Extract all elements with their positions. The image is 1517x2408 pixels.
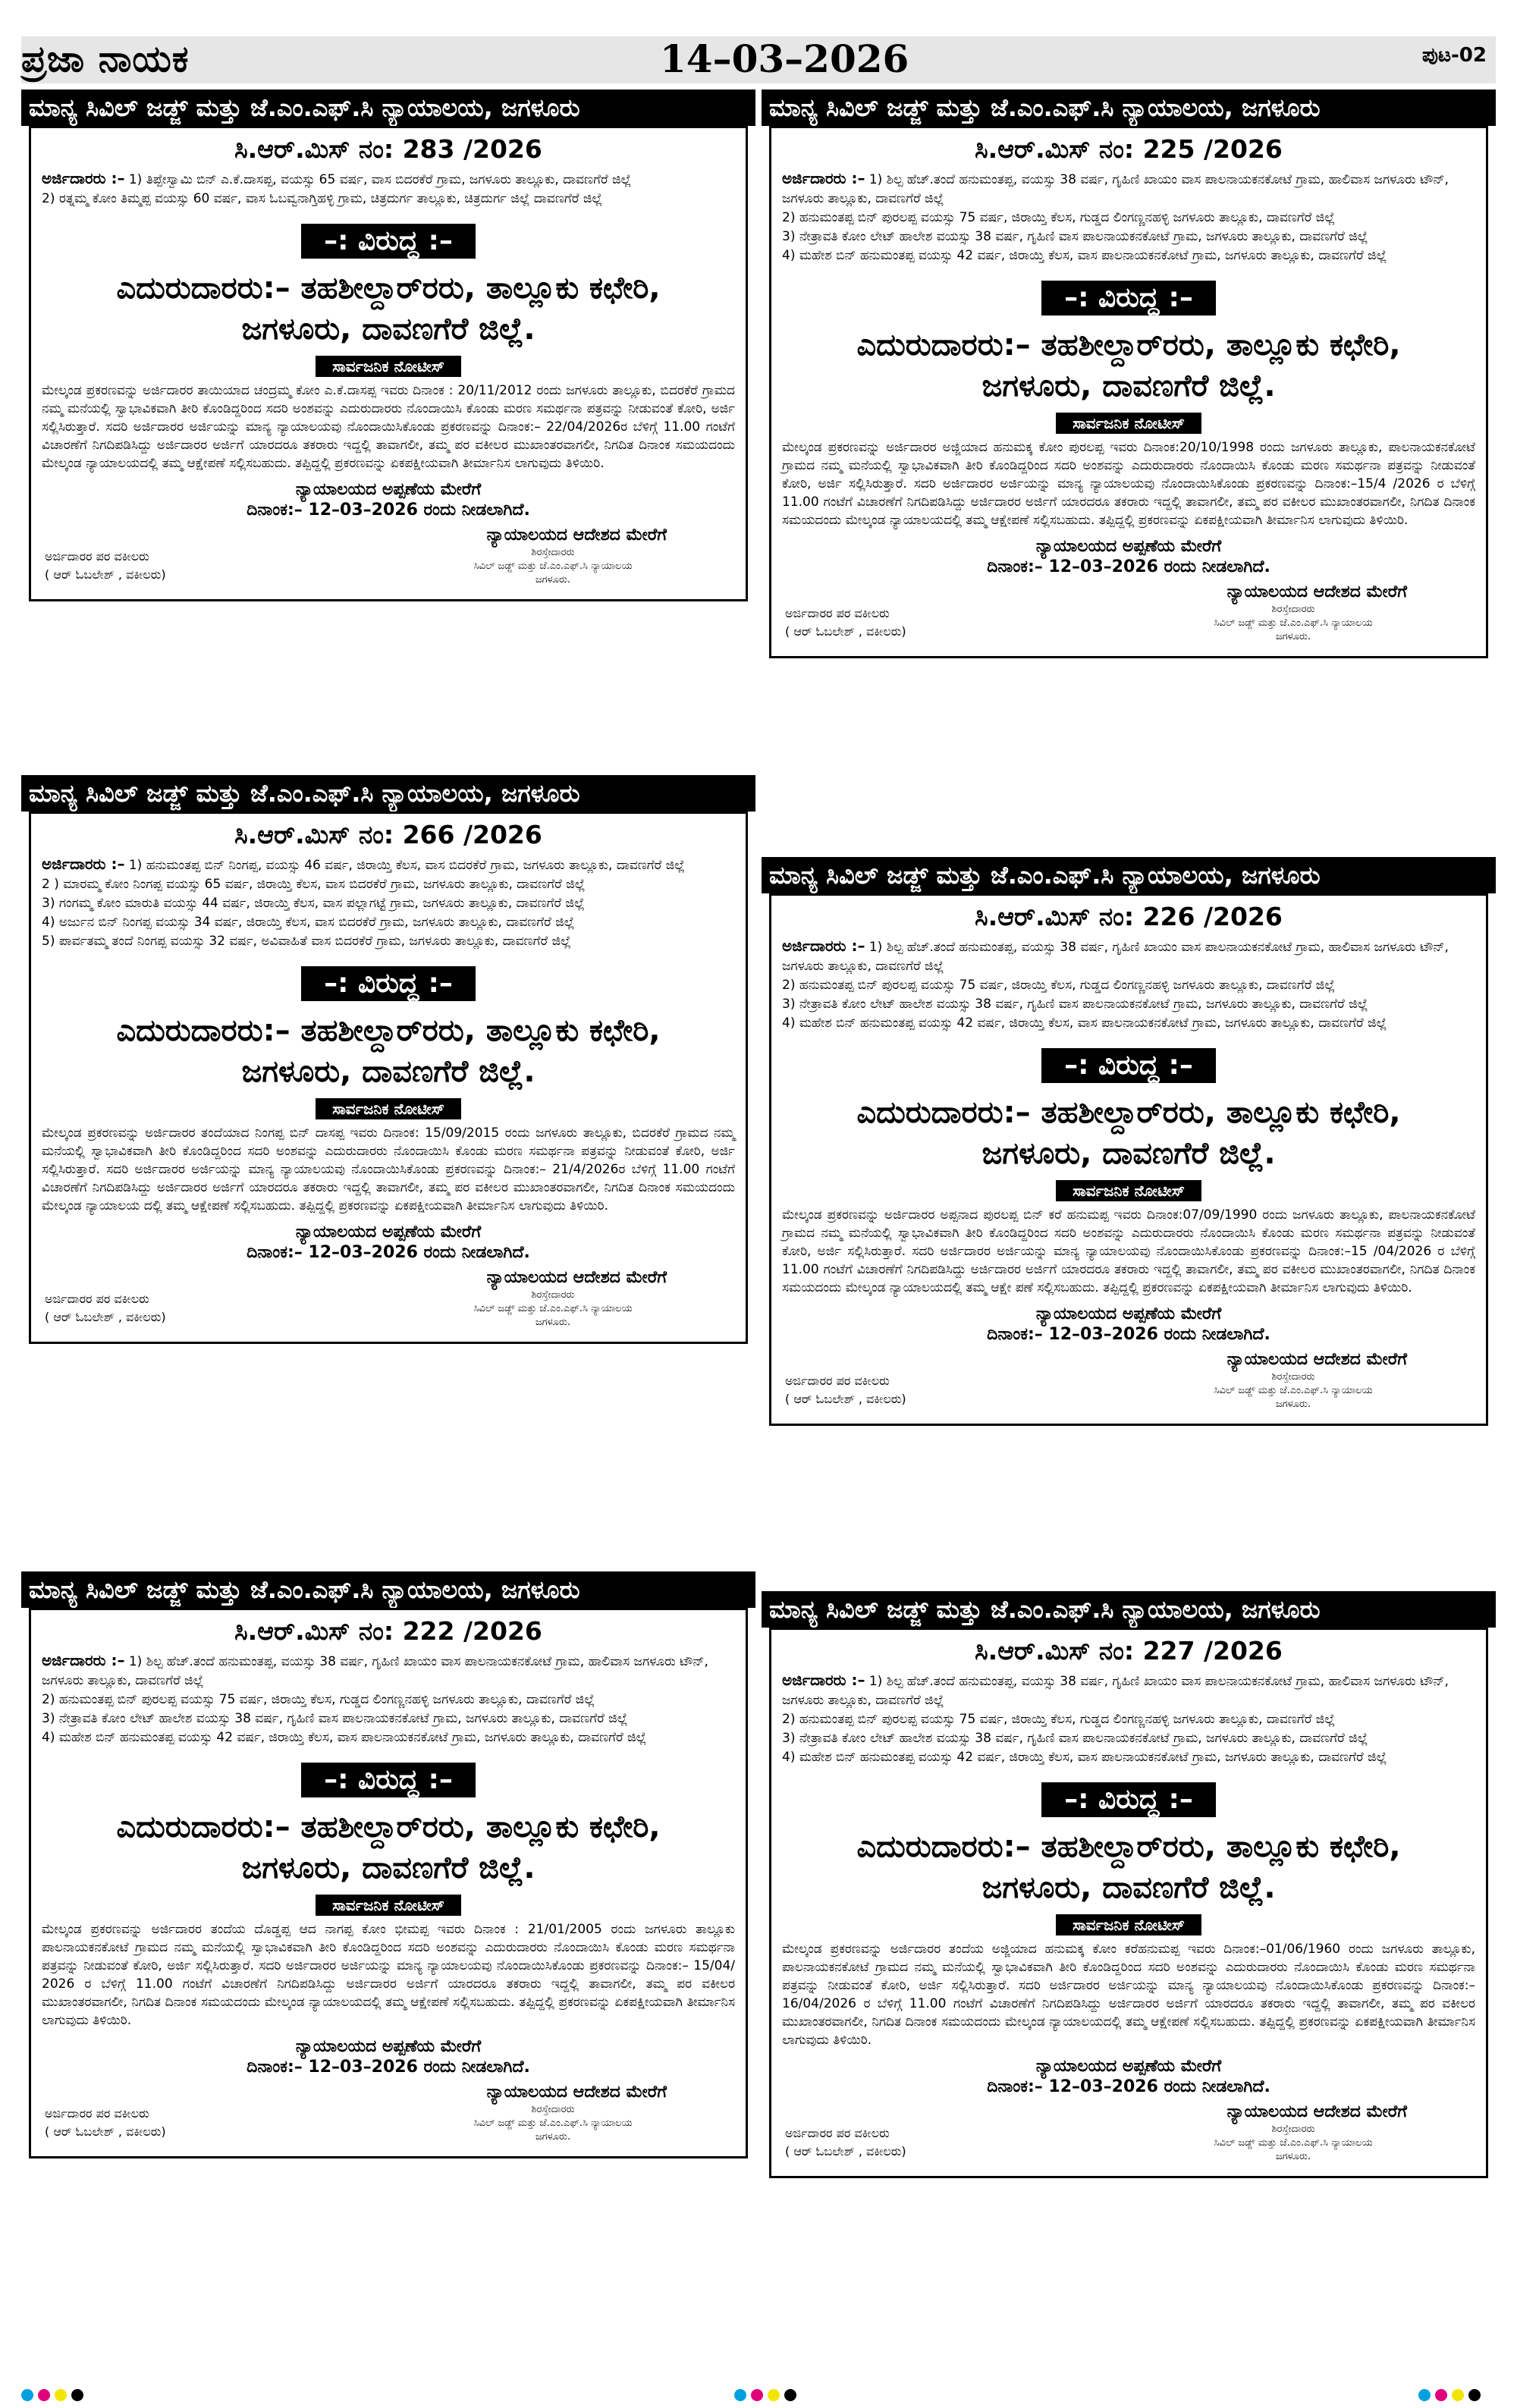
- advocate-label: ಅರ್ಜಿದಾರರ ಪರ ವಕೀಲರು: [785, 1374, 890, 1388]
- respondent-line: ಎದುರುದಾರರು:– ತಹಶೀಲ್ದಾರ್‌ರರು, ತಾಲ್ಲೂಕು ಕಛೇರಿ,: [856, 328, 1401, 363]
- notice-body: ಮೇಲ್ಕಂಡ ಪ್ರಕರಣವನ್ನು ಅರ್ಜಿದಾರರ ಅಜ್ಜಿಯಾದ ಹನುಮಕ್ಕ ಕೋಂ ಪುರಲಪ್ಪ ಇವರು ದಿನಾಂಕ:20/10/1998 ರಂದು ಜಗಳೂರು ತಾಲ್ಲೂಕು, ಪಾಲನಾಯಕನಕೋಟೆ ಗ್ರಾಮದ ನಮ್ಮ ಮನೆಯಲ್ಲಿ ಸ್ವಾಭಾವಿಕವಾಗಿ ತೀರಿ ಕೊಂಡಿದ್ದರಿಂದ ಸದರಿ ಅಂಶವನ್ನು ಎದುರುದಾರರು ನೊಂದಾಯಿಸಿ ಕೊಂಡು ಮರಣ ಸಮರ್ಥನಾ ಪತ್ರವನ್ನು ನೀಡುವಂತೆ ಕೋರಿ, ಅರ್ಜಿ ಸಲ್ಲಿಸಿರುತ್ತಾರೆ. ಸದರಿ ಅರ್ಜಿದಾರರ ಅರ್ಜಿಯನ್ನು ಮಾನ್ಯ ನ್ಯಾಯಾಲಯವು ನೊಂದಾಯಿಸಿಕೊಂಡು ಪ್ರಕರಣವನ್ನು ದಿನಾಂಕ:–15/4 /2026 ರ ಬೆಳಿಗ್ಗೆ 11.00 ಗಂಟೆಗೆ ವಿಚಾರಣೆಗೆ ನಿಗದಿಪಡಿಸಿದ್ದು ಅರ್ಜಿದಾರರ ಅರ್ಜಿಗೆ ಯಾರದರೂ ತಕರಾರು ಇದ್ದಲ್ಲಿ ತಾವಾಗಲೀ, ತಮ್ಮ ಪರ ವಕೀಲರ ಮುಖಾಂತರವಾಗಲೀ, ನಿಗದಿತ ದಿನಾಂಕ ಸಮಯದಂದು ಮೇಲ್ಕಂಡ ನ್ಯಾಯಾಲಯದಲ್ಲಿ ತಮ್ಮ ಆಕ್ಷೇಪಣೆ ಸಲ್ಲಿಸಬಹುದು. ತಪ್ಪಿದ್ದಲ್ಲಿ ಪ್ರಕರಣವನ್ನು ಏಕಪಕ್ಷೀಯವಾಗಿ ತೀರ್ಮಾನಿಸ ಲಾಗುವುದು ತಿಳಿಯಿರಿ.: [782, 440, 1475, 528]
- registration-dot: [784, 2389, 796, 2401]
- clerk-court: ಸಿವಿಲ್ ಜಡ್ಜ್ ಮತ್ತು ಜೆ.ಎಂ.ಎಫ್.ಸಿ ನ್ಯಾಯಾಲಯ: [473, 2118, 633, 2129]
- clerk-title: ಶಿರಸ್ತೇದಾರರು: [1271, 1371, 1315, 1383]
- respondent-block: [42, 1807, 735, 1888]
- signature-area: [782, 603, 1475, 648]
- clerk-title: ಶಿರಸ್ತೇದಾರರು: [531, 1289, 575, 1301]
- signature-area: [782, 1370, 1475, 1416]
- clerk-court: ಸಿವಿಲ್ ಜಡ್ಜ್ ಮತ್ತು ಜೆ.ಎಂ.ಎಫ್.ಸಿ ನ್ಯಾಯಾಲಯ: [1214, 1385, 1373, 1396]
- versus-label: –: ವಿರುದ್ಧ :–: [1041, 1048, 1216, 1083]
- respondent-line: ಜಗಳೂರು, ದಾವಣಗೆರೆ ಜಿಲ್ಲೆ.: [981, 1136, 1276, 1171]
- clerk-title: ಶಿರಸ್ತೇದಾರರು: [531, 547, 575, 558]
- versus-label: –: ವಿರುದ್ಧ :–: [301, 1763, 476, 1797]
- advocate-label: ಅರ್ಜಿದಾರರ ಪರ ವಕೀಲರು: [45, 549, 149, 564]
- notice-body: ಮೇಲ್ಕಂಡ ಪ್ರಕರಣವನ್ನು ಅರ್ಜಿದಾರರ ಅಪ್ಪನಾದ ಪುರಲಪ್ಪ ಬಿನ್ ಕರೆ ಹನುಮಪ್ಪ ಇವರು ದಿನಾಂಕ:07/09/1990 ರಂದು ಜಗಳೂರು ತಾಲ್ಲೂಕು, ಪಾಲನಾಯಕನಕೋಟೆ ಗ್ರಾಮದ ನಮ್ಮ ಮನೆಯಲ್ಲಿ ಸ್ವಾಭಾವಿಕವಾಗಿ ತೀರಿ ಕೊಂಡಿದ್ದರಿಂದ ಸದರಿ ಅಂಶವನ್ನು ಎದುರುದಾರರು ನೊಂದಾಯಿಸಿ ಕೊಂಡು ಮರಣ ಸಮರ್ಥನಾ ಪತ್ರವನ್ನು ನೀಡುವಂತೆ ಕೋರಿ, ಅರ್ಜಿ ಸಲ್ಲಿಸಿರುತ್ತಾರೆ. ಸದರಿ ಅರ್ಜಿದಾರರ ಅರ್ಜಿಯನ್ನು ಮಾನ್ಯ ನ್ಯಾಯಾಲಯವು ನೊಂದಾಯಿಸಿಕೊಂಡು ಪ್ರಕರಣವನ್ನು ದಿನಾಂಕ:–15 /04/2026 ರ ಬೆಳಿಗ್ಗೆ 11.00 ಗಂಟೆಗೆ ವಿಚಾರಣೆಗೆ ನಿಗದಿಪಡಿಸಿದ್ದು ಅರ್ಜಿದಾರರ ಅರ್ಜಿಗೆ ಯಾರದರೂ ತಕರಾರು ಇದ್ದಲ್ಲಿ ತಾವಾಗಲೀ, ತಮ್ಮ ಪರ ವಕೀಲರ ಮುಖಾಂತರವಾಗಲೀ, ನಿಗದಿತ ದಿನಾಂಕ ಸಮಯದಂದು ಮೇಲ್ಕಂಡ ನ್ಯಾಯಾಲಯದಲ್ಲಿ ತಮ್ಮ ಆಕ್ಷೇ ಪಣೆ ಸಲ್ಲಿಸಬಹುದು. ತಪ್ಪಿದ್ದಲ್ಲಿ ಪ್ರಕರಣವನ್ನು ಏಕಪಕ್ಷೀಯವಾಗಿ ತೀರ್ಮಾನಿಸ ಲಾಗುವುದು ತಿಳಿಯಿರಿ.: [782, 1207, 1475, 1295]
- court-notice: [21, 89, 755, 601]
- signature-heading: ನ್ಯಾಯಾಲಯದ ಆದೇಶದ ಮೇರೆಗೆ: [486, 1268, 667, 1287]
- advocate-block: [785, 2124, 906, 2161]
- clerk-title: ಶಿರಸ್ತೇದಾರರು: [1271, 2124, 1315, 2135]
- signature-area: [42, 2103, 735, 2149]
- clerk-place: ಜಗಳೂರು.: [535, 1317, 571, 1328]
- applicants-block: [42, 169, 735, 209]
- court-notice: [762, 89, 1496, 658]
- registration-dot: [71, 2389, 83, 2401]
- clerk-place: ಜಗಳೂರು.: [1275, 631, 1311, 642]
- versus-label: –: ವಿರುದ್ಧ :–: [1041, 1782, 1216, 1817]
- advocate-block: [45, 1290, 166, 1326]
- court-name-bar: ಮಾನ್ಯ ಸಿವಿಲ್ ಜಡ್ಜ್ ಮತ್ತು ಜೆ.ಎಂ.ಎಫ್.ಸಿ ನ್ಯಾಯಾಲಯ, ಜಗಳೂರು: [21, 1571, 755, 1608]
- signature-heading: ನ್ಯಾಯಾಲಯದ ಆದೇಶದ ಮೇರೆಗೆ: [1226, 1350, 1407, 1369]
- versus-label: –: ವಿರುದ್ಧ :–: [1041, 281, 1216, 316]
- case-number: ಸಿ.ಆರ್.ಮಿಸ್ ನಂ: 226 /2026: [975, 902, 1283, 931]
- court-notice: [762, 1591, 1496, 2178]
- applicants-list: 1) ಶಿಲ್ಪ ಹೆಚ್.ತಂದೆ ಹನುಮಂತಪ್ಪ, ವಯಸ್ಸು 38 ವರ್ಷ, ಗೃಹಿಣಿ ಖಾಯಂ ವಾಸ ಪಾಲನಾಯಕನಕೋಟೆ ಗ್ರಾಮ, ಹಾಲಿವಾಸ ಜಗಳೂರು ಟೌನ್, ಜಗಳೂರು ತಾಲ್ಲೂಕು, ದಾವಣಗೆರೆ ಜಿಲ್ಲೆ 2) ಹನುಮಂತಪ್ಪ ಬಿನ್ ಪುರಲಪ್ಪ ವಯಸ್ಸು 75 ವರ್ಷ, ಜಿರಾಯ್ತಿ ಕೆಲಸ, ಗುಡ್ಡದ ಲಿಂಗಣ್ಣನಹಳ್ಳಿ ಜಗಳೂರು ತಾಲ್ಲೂಕು, ದಾವಣಗೆರೆ ಜಿಲ್ಲೆ 3) ನೇತ್ರಾವತಿ ಕೋಂ ಲೇಟ್ ಹಾಲೇಶ ವಯಸ್ಸು 38 ವರ್ಷ, ಗೃಹಿಣಿ ವಾಸ ಪಾಲನಾಯಕನಕೋಟೆ ಗ್ರಾಮ, ಜಗಳೂರು ತಾಲ್ಲೂಕು, ದಾವಣಗೆರೆ ಜಿಲ್ಲೆ 4) ಮಹೇಶ ಬಿನ್ ಹನುಮಂತಪ್ಪ ವಯಸ್ಸು 42 ವರ್ಷ, ಜಿರಾಯ್ತಿ ಕೆಲಸ, ವಾಸ ಪಾಲನಾಯಕನಕೋಟೆ ಗ್ರಾಮ, ಜಗಳೂರು ತಾಲ್ಲೂಕು, ದಾವಣಗೆರೆ ಜಿಲ್ಲೆ: [782, 940, 1449, 1031]
- public-notice-label: ಸಾರ್ವಜನಿಕ ನೋಟೀಸ್: [1056, 1914, 1201, 1936]
- notice-body: ಮೇಲ್ಕಂಡ ಪ್ರಕರಣವನ್ನು ಅರ್ಜಿದಾರರ ತಾಯಿಯಾದ ಚಂದ್ರಮ್ಮ ಕೋಂ ಎ.ಕೆ.ದಾಸಪ್ಪ ಇವರು ದಿನಾಂಕ : 20/11/2012 ರಂದು ಜಗಳೂರು ತಾಲ್ಲೂಕು, ಬಿದರಕೆರೆ ಗ್ರಾಮದ ನಮ್ಮ ಮನೆಯಲ್ಲಿ ಸ್ವಾಭಾವಿಕವಾಗಿ ತೀರಿ ಕೊಂಡಿದ್ದರಿಂದ ಸದರಿ ಅಂಶವನ್ನು ಎದುರುದಾರರು ನೊಂದಾಯಿಸಿ ಕೊಂಡು ಮರಣ ಸಮರ್ಥನಾ ಪತ್ರವನ್ನು ನೀಡುವಂತೆ ಕೋರಿ, ಅರ್ಜಿ ಸಲ್ಲಿಸಿರುತ್ತಾರೆ. ಸದರಿ ಅರ್ಜಿದಾರರ ಅರ್ಜಿಯನ್ನು ಮಾನ್ಯ ನ್ಯಾಯಾಲಯವು ನೊಂದಾಯಿಸಿಕೊಂಡು ಪ್ರಕರಣವನ್ನು ದಿನಾಂಕ:– 22/04/2026ರ ಬೆಳಿಗ್ಗೆ 11.00 ಗಂಟೆಗೆ ವಿಚಾರಣೆಗೆ ನಿಗದಿಪಡಿಸಿದ್ದು ಅರ್ಜಿದಾರರ ಅರ್ಜಿಗೆ ಯಾರದರೂ ತಕರಾರು ಇದ್ದಲ್ಲಿ ತಾವಾಗಲೀ, ತಮ್ಮ ಪರ ವಕೀಲರ ಮುಖಾಂತರವಾಗಲೀ, ನಿಗದಿತ ದಿನಾಂಕ ಸಮಯದಂದು ಮೇಲ್ಕಂಡ ನ್ಯಾಯಾಲಯದಲ್ಲಿ ತಮ್ಮ ಆಕ್ಷೇಪಣೆ ಸಲ್ಲಿಸಬಹುದು. ತಪ್ಪಿದ್ದಲ್ಲಿ ಪ್ರಕರಣವನ್ನು ಏಕಪಕ್ಷೀಯವಾಗಿ ತೀರ್ಮಾನಿಸ ಲಾಗುವುದು ತಿಳಿಯಿರಿ.: [42, 383, 735, 471]
- clerk-block: [1179, 1370, 1407, 1411]
- court-order-line: ನ್ಯಾಯಾಲಯದ ಅಪ್ಪಣೆಯ ಮೇರೆಗೆ: [1035, 537, 1222, 556]
- advocate-block: [785, 604, 906, 641]
- case-number: ಸಿ.ಆರ್.ಮಿಸ್ ನಂ: 227 /2026: [975, 1636, 1283, 1666]
- issue-date-line: ದಿನಾಂಕ:– 12–03–2026 ರಂದು ನೀಡಲಾಗಿದೆ.: [247, 501, 530, 520]
- court-order-line: ನ್ಯಾಯಾಲಯದ ಅಪ್ಪಣೆಯ ಮೇರೆಗೆ: [1035, 1304, 1222, 1323]
- court-notice: [21, 775, 755, 1344]
- registration-dot: [1418, 2389, 1431, 2401]
- respondent-block: [782, 1826, 1475, 1908]
- print-registration-dots-center: [734, 2389, 801, 2403]
- advocate-name: ( ಆರ್ ಓಬಲೇಶ್ , ವಕೀಲರು): [45, 1310, 166, 1324]
- registration-dot: [751, 2389, 763, 2401]
- public-notice-label: ಸಾರ್ವಜನಿಕ ನೋಟೀಸ್: [1056, 413, 1201, 434]
- court-name-bar: ಮಾನ್ಯ ಸಿವಿಲ್ ಜಡ್ಜ್ ಮತ್ತು ಜೆ.ಎಂ.ಎಫ್.ಸಿ ನ್ಯಾಯಾಲಯ, ಜಗಳೂರು: [21, 89, 755, 126]
- clerk-place: ಜಗಳೂರು.: [1275, 2151, 1311, 2162]
- applicants-block: [42, 1651, 735, 1747]
- applicants-label: ಅರ್ಜಿದಾರರು :–: [42, 1651, 125, 1669]
- applicants-list: 1) ಶಿಲ್ಪ ಹೆಚ್.ತಂದೆ ಹನುಮಂತಪ್ಪ, ವಯಸ್ಸು 38 ವರ್ಷ, ಗೃಹಿಣಿ ಖಾಯಂ ವಾಸ ಪಾಲನಾಯಕನಕೋಟೆ ಗ್ರಾಮ, ಹಾಲಿವಾಸ ಜಗಳೂರು ಟೌನ್, ಜಗಳೂರು ತಾಲ್ಲೂಕು, ದಾವಣಗೆರೆ ಜಿಲ್ಲೆ 2) ಹನುಮಂತಪ್ಪ ಬಿನ್ ಪುರಲಪ್ಪ ವಯಸ್ಸು 75 ವರ್ಷ, ಜಿರಾಯ್ತಿ ಕೆಲಸ, ಗುಡ್ಡದ ಲಿಂಗಣ್ಣನಹಳ್ಳಿ ಜಗಳೂರು ತಾಲ್ಲೂಕು, ದಾವಣಗೆರೆ ಜಿಲ್ಲೆ 3) ನೇತ್ರಾವತಿ ಕೋಂ ಲೇಟ್ ಹಾಲೇಶ ವಯಸ್ಸು 38 ವರ್ಷ, ಗೃಹಿಣಿ ವಾಸ ಪಾಲನಾಯಕನಕೋಟೆ ಗ್ರಾಮ, ಜಗಳೂರು ತಾಲ್ಲೂಕು, ದಾವಣಗೆರೆ ಜಿಲ್ಲೆ 4) ಮಹೇಶ ಬಿನ್ ಹನುಮಂತಪ್ಪ ವಯಸ್ಸು 42 ವರ್ಷ, ಜಿರಾಯ್ತಿ ಕೆಲಸ, ವಾಸ ಪಾಲನಾಯಕನಕೋಟೆ ಗ್ರಾಮ, ಜಗಳೂರು ತಾಲ್ಲೂಕು, ದಾವಣಗೆರೆ ಜಿಲ್ಲೆ: [42, 1654, 708, 1745]
- advocate-name: ( ಆರ್ ಓಬಲೇಶ್ , ವಕೀಲರು): [45, 2124, 166, 2139]
- clerk-block: [439, 1289, 667, 1330]
- respondent-line: ಜಗಳೂರು, ದಾವಣಗೆರೆ ಜಿಲ್ಲೆ.: [981, 369, 1276, 403]
- notice-body: ಮೇಲ್ಕಂಡ ಪ್ರಕರಣವನ್ನು ಅರ್ಜಿದಾರರ ತಂದೆಯ ಅಜ್ಜಿಯಾದ ಹನುಮಕ್ಕ ಕೋಂ ಕರೆಹನುಮಪ್ಪ ಇವರು ದಿನಾಂಕ:–01/06/1960 ರಂದು ಜಗಳೂರು ತಾಲ್ಲೂಕು, ಪಾಲನಾಯಕನಕೋಟೆ ಗ್ರಾಮದ ನಮ್ಮ ಮನೆಯಲ್ಲಿ ಸ್ವಾಭಾವಿಕವಾಗಿ ತೀರಿ ಕೊಂಡಿದ್ದರಿಂದ ಸದರಿ ಅಂಶವನ್ನು ಎದುರುದಾರರು ನೊಂದಾಯಿಸಿ ಕೊಂಡು ಮರಣ ಸಮರ್ಥನಾ ಪತ್ರವನ್ನು ನೀಡುವಂತೆ ಕೋರಿ, ಅರ್ಜಿ ಸಲ್ಲಿಸಿರುತ್ತಾರೆ. ಸದರಿ ಅರ್ಜಿದಾರರ ಅರ್ಜಿಯನ್ನು ಮಾನ್ಯ ನ್ಯಾಯಾಲಯವು ನೊಂದಾಯಿಸಿಕೊಂಡು ಪ್ರಕರಣವನ್ನು ದಿನಾಂಕ:– 16/04/2026 ರ ಬೆಳಿಗ್ಗೆ 11.00 ಗಂಟೆಗೆ ವಿಚಾರಣೆಗೆ ನಿಗದಿಪಡಿಸಿದ್ದು ಅರ್ಜಿದಾರರ ಅರ್ಜಿಗೆ ಯಾರದರೂ ತಕರಾರು ಇದ್ದಲ್ಲಿ ತಾವಾಗಲೀ, ತಮ್ಮ ಪರ ವಕೀಲರ ಮುಖಾಂತರವಾಗಲೀ, ನಿಗದಿತ ದಿನಾಂಕ ಸಮಯದಂದು ಮೇಲ್ಕಂಡ ನ್ಯಾಯಾಲಯದಲ್ಲಿ ತಮ್ಮ ಆಕ್ಷೇಪಣೆ ಸಲ್ಲಿಸಬಹುದು. ತಪ್ಪಿದ್ದಲ್ಲಿ ಪ್ರಕರಣವನ್ನು ಏಕಪಕ್ಷೀಯವಾಗಿ ತೀರ್ಮಾನಿಸ ಲಾಗುವುದು ತಿಳಿಯಿರಿ.: [782, 1942, 1475, 2048]
- versus-label: –: ವಿರುದ್ಧ :–: [301, 224, 476, 259]
- advocate-label: ಅರ್ಜಿದಾರರ ಪರ ವಕೀಲರು: [785, 606, 890, 620]
- clerk-place: ಜಗಳೂರು.: [535, 2131, 571, 2143]
- registration-dot: [55, 2389, 67, 2401]
- notice-box: [29, 126, 748, 601]
- issue-date-line: ದಿನಾಂಕ:– 12–03–2026 ರಂದು ನೀಡಲಾಗಿದೆ.: [987, 557, 1270, 576]
- court-name-bar: ಮಾನ್ಯ ಸಿವಿಲ್ ಜಡ್ಜ್ ಮತ್ತು ಜೆ.ಎಂ.ಎಫ್.ಸಿ ನ್ಯಾಯಾಲಯ, ಜಗಳೂರು: [762, 857, 1496, 893]
- signature-heading: ನ್ಯಾಯಾಲಯದ ಆದೇಶದ ಮೇರೆಗೆ: [486, 526, 667, 545]
- clerk-block: [1179, 603, 1407, 644]
- public-notice-label: ಸಾರ್ವಜನಿಕ ನೋಟೀಸ್: [316, 1895, 461, 1916]
- respondent-line: ಜಗಳೂರು, ದಾವಣಗೆರೆ ಜಿಲ್ಲೆ.: [981, 1870, 1276, 1905]
- court-notice: [21, 1571, 755, 2158]
- page-number: ಪುಟ-02: [1421, 44, 1487, 67]
- applicants-label: ಅರ್ಜಿದಾರರು :–: [782, 937, 865, 955]
- court-notice: [762, 857, 1496, 1426]
- registration-dot: [734, 2389, 746, 2401]
- applicants-label: ಅರ್ಜಿದಾರರು :–: [782, 169, 865, 187]
- respondent-block: [782, 1092, 1475, 1174]
- clerk-court: ಸಿವಿಲ್ ಜಡ್ಜ್ ಮತ್ತು ಜೆ.ಎಂ.ಎಫ್.ಸಿ ನ್ಯಾಯಾಲಯ: [1214, 617, 1373, 629]
- advocate-name: ( ಆರ್ ಓಬಲೇಶ್ , ವಕೀಲರು): [785, 1392, 906, 1406]
- public-notice-label: ಸಾರ್ವಜನಿಕ ನೋಟೀಸ್: [316, 356, 461, 377]
- signature-heading: ನ್ಯಾಯಾಲಯದ ಆದೇಶದ ಮೇರೆಗೆ: [486, 2083, 667, 2102]
- court-order-line: ನ್ಯಾಯಾಲಯದ ಅಪ್ಪಣೆಯ ಮೇರೆಗೆ: [1035, 2057, 1222, 2076]
- applicants-block: [782, 169, 1475, 265]
- registration-dot: [768, 2389, 780, 2401]
- case-number: ಸಿ.ಆರ್.ಮಿಸ್ ನಂ: 283 /2026: [234, 134, 542, 164]
- applicants-list: 1) ಶಿಲ್ಪ ಹೆಚ್.ತಂದೆ ಹನುಮಂತಪ್ಪ, ವಯಸ್ಸು 38 ವರ್ಷ, ಗೃಹಿಣಿ ಖಾಯಂ ವಾಸ ಪಾಲನಾಯಕನಕೋಟೆ ಗ್ರಾಮ, ಹಾಲಿವಾಸ ಜಗಳೂರು ಟೌನ್, ಜಗಳೂರು ತಾಲ್ಲೂಕು, ದಾವಣಗೆರೆ ಜಿಲ್ಲೆ 2) ಹನುಮಂತಪ್ಪ ಬಿನ್ ಪುರಲಪ್ಪ ವಯಸ್ಸು 75 ವರ್ಷ, ಜಿರಾಯ್ತಿ ಕೆಲಸ, ಗುಡ್ಡದ ಲಿಂಗಣ್ಣನಹಳ್ಳಿ ಜಗಳೂರು ತಾಲ್ಲೂಕು, ದಾವಣಗೆರೆ ಜಿಲ್ಲೆ 3) ನೇತ್ರಾವತಿ ಕೋಂ ಲೇಟ್ ಹಾಲೇಶ ವಯಸ್ಸು 38 ವರ್ಷ, ಗೃಹಿಣಿ ವಾಸ ಪಾಲನಾಯಕನಕೋಟೆ ಗ್ರಾಮ, ಜಗಳೂರು ತಾಲ್ಲೂಕು, ದಾವಣಗೆರೆ ಜಿಲ್ಲೆ 4) ಮಹೇಶ ಬಿನ್ ಹನುಮಂತಪ್ಪ ವಯಸ್ಸು 42 ವರ್ಷ, ಜಿರಾಯ್ತಿ ಕೆಲಸ, ವಾಸ ಪಾಲನಾಯಕನಕೋಟೆ ಗ್ರಾಮ, ಜಗಳೂರು ತಾಲ್ಲೂಕು, ದಾವಣಗೆರೆ ಜಿಲ್ಲೆ: [782, 1674, 1449, 1765]
- signature-area: [42, 546, 735, 592]
- court-order-line: ನ್ಯಾಯಾಲಯದ ಅಪ್ಪಣೆಯ ಮೇರೆಗೆ: [295, 2037, 482, 2056]
- court-name-bar: ಮಾನ್ಯ ಸಿವಿಲ್ ಜಡ್ಜ್ ಮತ್ತು ಜೆ.ಎಂ.ಎಫ್.ಸಿ ನ್ಯಾಯಾಲಯ, ಜಗಳೂರು: [762, 1591, 1496, 1628]
- respondent-line: ಎದುರುದಾರರು:– ತಹಶೀಲ್ದಾರ್‌ರರು, ತಾಲ್ಲೂಕು ಕಛೇರಿ,: [856, 1095, 1401, 1130]
- respondent-line: ಜಗಳೂರು, ದಾವಣಗೆರೆ ಜಿಲ್ಲೆ.: [241, 1054, 536, 1089]
- notice-box: [769, 1628, 1488, 2178]
- issue-date: 14–03–2026: [660, 36, 909, 81]
- advocate-label: ಅರ್ಜಿದಾರರ ಪರ ವಕೀಲರು: [45, 1292, 149, 1306]
- respondent-line: ಎದುರುದಾರರು:– ತಹಶೀಲ್ದಾರ್‌ರರು, ತಾಲ್ಲೂಕು ಕಛೇರಿ,: [116, 1013, 661, 1048]
- respondent-block: [42, 268, 735, 350]
- public-notice-label: ಸಾರ್ವಜನಿಕ ನೋಟೀಸ್: [316, 1098, 461, 1119]
- clerk-block: [439, 546, 667, 587]
- issue-date-line: ದಿನಾಂಕ:– 12–03–2026 ರಂದು ನೀಡಲಾಗಿದೆ.: [987, 2077, 1270, 2096]
- applicants-list: 1) ಶಿಲ್ಪ ಹೆಚ್.ತಂದೆ ಹನುಮಂತಪ್ಪ, ವಯಸ್ಸು 38 ವರ್ಷ, ಗೃಹಿಣಿ ಖಾಯಂ ವಾಸ ಪಾಲನಾಯಕನಕೋಟೆ ಗ್ರಾಮ, ಹಾಲಿವಾಸ ಜಗಳೂರು ಟೌನ್, ಜಗಳೂರು ತಾಲ್ಲೂಕು, ದಾವಣಗೆರೆ ಜಿಲ್ಲೆ 2) ಹನುಮಂತಪ್ಪ ಬಿನ್ ಪುರಲಪ್ಪ ವಯಸ್ಸು 75 ವರ್ಷ, ಜಿರಾಯ್ತಿ ಕೆಲಸ, ಗುಡ್ಡದ ಲಿಂಗಣ್ಣನಹಳ್ಳಿ ಜಗಳೂರು ತಾಲ್ಲೂಕು, ದಾವಣಗೆರೆ ಜಿಲ್ಲೆ 3) ನೇತ್ರಾವತಿ ಕೋಂ ಲೇಟ್ ಹಾಲೇಶ ವಯಸ್ಸು 38 ವರ್ಷ, ಗೃಹಿಣಿ ವಾಸ ಪಾಲನಾಯಕನಕೋಟೆ ಗ್ರಾಮ, ಜಗಳೂರು ತಾಲ್ಲೂಕು, ದಾವಣಗೆರೆ ಜಿಲ್ಲೆ 4) ಮಹೇಶ ಬಿನ್ ಹನುಮಂತಪ್ಪ ವಯಸ್ಸು 42 ವರ್ಷ, ಜಿರಾಯ್ತಿ ಕೆಲಸ, ವಾಸ ಪಾಲನಾಯಕನಕೋಟೆ ಗ್ರಾಮ, ಜಗಳೂರು ತಾಲ್ಲೂಕು, ದಾವಣಗೆರೆ ಜಿಲ್ಲೆ: [782, 172, 1449, 263]
- versus-label: –: ವಿರುದ್ಧ :–: [301, 966, 476, 1001]
- clerk-title: ಶಿರಸ್ತೇದಾರರು: [1271, 604, 1315, 615]
- issue-date-line: ದಿನಾಂಕ:– 12–03–2026 ರಂದು ನೀಡಲಾಗಿದೆ.: [247, 2058, 530, 2077]
- clerk-title: ಶಿರಸ್ತೇದಾರರು: [531, 2104, 575, 2115]
- print-registration-dots-left: [21, 2389, 88, 2403]
- respondent-line: ಜಗಳೂರು, ದಾವಣಗೆರೆ ಜಿಲ್ಲೆ.: [241, 1851, 536, 1885]
- respondent-line: ಎದುರುದಾರರು:– ತಹಶೀಲ್ದಾರ್‌ರರು, ತಾಲ್ಲೂಕು ಕಛೇರಿ,: [116, 271, 661, 306]
- advocate-block: [785, 1372, 906, 1408]
- registration-dot: [38, 2389, 50, 2401]
- signature-heading: ನ್ಯಾಯಾಲಯದ ಆದೇಶದ ಮೇರೆಗೆ: [1226, 582, 1407, 601]
- applicants-label: ಅರ್ಜಿದಾರರು :–: [42, 855, 125, 873]
- clerk-court: ಸಿವಿಲ್ ಜಡ್ಜ್ ಮತ್ತು ಜೆ.ಎಂ.ಎಫ್.ಸಿ ನ್ಯಾಯಾಲಯ: [473, 1303, 633, 1314]
- advocate-name: ( ಆರ್ ಓಬಲೇಶ್ , ವಕೀಲರು): [45, 567, 166, 582]
- applicants-block: [782, 937, 1475, 1033]
- applicants-block: [42, 855, 735, 951]
- case-number: ಸಿ.ಆರ್.ಮಿಸ್ ನಂ: 266 /2026: [234, 820, 542, 849]
- advocate-name: ( ಆರ್ ಓಬಲೇಶ್ , ವಕೀಲರು): [785, 624, 906, 639]
- court-order-line: ನ್ಯಾಯಾಲಯದ ಅಪ್ಪಣೆಯ ಮೇರೆಗೆ: [295, 480, 482, 499]
- respondent-line: ಜಗಳೂರು, ದಾವಣಗೆರೆ ಜಿಲ್ಲೆ.: [241, 312, 536, 347]
- clerk-court: ಸಿವಿಲ್ ಜಡ್ಜ್ ಮತ್ತು ಜೆ.ಎಂ.ಎಫ್.ಸಿ ನ್ಯಾಯಾಲಯ: [1214, 2137, 1373, 2149]
- notice-body: ಮೇಲ್ಕಂಡ ಪ್ರಕರಣವನ್ನು ಅರ್ಜಿದಾರರ ತಂದೆಯಾದ ನಿಂಗಪ್ಪ ಬಿನ್ ದಾಸಪ್ಪ ಇವರು ದಿನಾಂಕ: 15/09/2015 ರಂದು ಜಗಳೂರು ತಾಲ್ಲೂಕು, ಬಿದರಕೆರೆ ಗ್ರಾಮದ ನಮ್ಮ ಮನೆಯಲ್ಲಿ ಸ್ವಾಭಾವಿಕವಾಗಿ ತೀರಿ ಕೊಂಡಿದ್ದರಿಂದ ಸದರಿ ಅಂಶವನ್ನು ಎದುರುದಾರರು ನೊಂದಾಯಿಸಿ ಕೊಂಡು ಮರಣ ಸಮರ್ಥನಾ ಪತ್ರವನ್ನು ನೀಡುವಂತೆ ಕೋರಿ, ಅರ್ಜಿ ಸಲ್ಲಿಸಿರುತ್ತಾರೆ. ಸದರಿ ಅರ್ಜಿದಾರರ ಅರ್ಜಿಯನ್ನು ಮಾನ್ಯ ನ್ಯಾಯಾಲಯವು ನೊಂದಾಯಿಸಿಕೊಂಡು ಪ್ರಕರಣವನ್ನು ದಿನಾಂಕ:– 21/4/2026ರ ಬೆಳಿಗ್ಗೆ 11.00 ಗಂಟೆಗೆ ವಿಚಾರಣೆಗೆ ನಿಗದಿಪಡಿಸಿದ್ದು ಅರ್ಜಿದಾರರ ಅರ್ಜಿಗೆ ಯಾರದರೂ ತಕರಾರು ಇದ್ದಲ್ಲಿ ತಾವಾಗಲೀ, ತಮ್ಮ ಪರ ವಕೀಲರ ಮುಖಾಂತರವಾಗಲೀ, ನಿಗದಿತ ದಿನಾಂಕ ಸಮಯದಂದು ಮೇಲ್ಕಂಡ ನ್ಯಾಯಾಲಯ ದಲ್ಲಿ ತಮ್ಮ ಆಕ್ಷೇಪಣೆ ಸಲ್ಲಿಸಬಹುದು. ತಪ್ಪಿದ್ದಲ್ಲಿ ಪ್ರಕರಣವನ್ನು ಏಕಪಕ್ಷೀಯವಾಗಿ ತೀರ್ಮಾನಿಸ ಲಾಗುವುದು ತಿಳಿಯಿರಿ.: [42, 1126, 735, 1213]
- court-order-line: ನ್ಯಾಯಾಲಯದ ಅಪ್ಪಣೆಯ ಮೇರೆಗೆ: [295, 1223, 482, 1242]
- advocate-name: ( ಆರ್ ಓಬಲೇಶ್ , ವಕೀಲರು): [785, 2144, 906, 2158]
- advocate-block: [45, 2105, 166, 2141]
- clerk-place: ಜಗಳೂರು.: [535, 574, 571, 586]
- clerk-block: [1179, 2123, 1407, 2164]
- signature-heading: ನ್ಯಾಯಾಲಯದ ಆದೇಶದ ಮೇರೆಗೆ: [1226, 2102, 1407, 2121]
- applicants-label: ಅರ್ಜಿದಾರರು :–: [782, 1671, 865, 1689]
- advocate-label: ಅರ್ಜಿದಾರರ ಪರ ವಕೀಲರು: [45, 2106, 149, 2121]
- notice-box: [29, 812, 748, 1344]
- issue-date-line: ದಿನಾಂಕ:– 12–03–2026 ರಂದು ನೀಡಲಾಗಿದೆ.: [247, 1243, 530, 1262]
- respondent-line: ಎದುರುದಾರರು:– ತಹಶೀಲ್ದಾರ್‌ರರು, ತಾಲ್ಲೂಕು ಕಛೇರಿ,: [856, 1829, 1401, 1864]
- court-name-bar: ಮಾನ್ಯ ಸಿವಿಲ್ ಜಡ್ಜ್ ಮತ್ತು ಜೆ.ಎಂ.ಎಫ್.ಸಿ ನ್ಯಾಯಾಲಯ, ಜಗಳೂರು: [21, 775, 755, 812]
- case-number: ಸಿ.ಆರ್.ಮಿಸ್ ನಂ: 222 /2026: [234, 1616, 542, 1646]
- applicants-label: ಅರ್ಜಿದಾರರು :–: [42, 169, 125, 187]
- applicants-block: [782, 1671, 1475, 1767]
- court-name-bar: ಮಾನ್ಯ ಸಿವಿಲ್ ಜಡ್ಜ್ ಮತ್ತು ಜೆ.ಎಂ.ಎಫ್.ಸಿ ನ್ಯಾಯಾಲಯ, ಜಗಳೂರು: [762, 89, 1496, 126]
- clerk-place: ಜಗಳೂರು.: [1275, 1399, 1311, 1410]
- issue-date-line: ದಿನಾಂಕ:– 12–03–2026 ರಂದು ನೀಡಲಾಗಿದೆ.: [987, 1325, 1270, 1344]
- case-number: ಸಿ.ಆರ್.ಮಿಸ್ ನಂ: 225 /2026: [975, 134, 1283, 164]
- signature-area: [42, 1289, 735, 1334]
- respondent-block: [42, 1010, 735, 1092]
- applicants-list: 1) ಹನುಮಂತಪ್ಪ ಬಿನ್ ನಿಂಗಪ್ಪ, ವಯಸ್ಸು 46 ವರ್ಷ, ಜಿರಾಯ್ತಿ ಕೆಲಸ, ವಾಸ ಬಿದರಕೆರೆ ಗ್ರಾಮ, ಜಗಳೂರು ತಾಲ್ಲೂಕು, ದಾವಣಗೆರೆ ಜಿಲ್ಲೆ 2 ) ಮಾರಮ್ಮ ಕೋಂ ನಿಂಗಪ್ಪ ವಯಸ್ಸು 65 ವರ್ಷ, ಜಿರಾಯ್ತಿ ಕೆಲಸ, ವಾಸ ಬಿದರಕೆರೆ ಗ್ರಾಮ, ಜಗಳೂರು ತಾಲ್ಲೂಕು, ದಾವಣಗೆರೆ ಜಿಲ್ಲೆ 3) ಗಂಗಮ್ಮ ಕೋಂ ಮಾರುತಿ ವಯಸ್ಸು 44 ವರ್ಷ, ಜಿರಾಯ್ತಿ ಕೆಲಸ, ವಾಸ ಪಲ್ಲಾಗಟ್ಟೆ ಗ್ರಾಮ, ಜಗಳೂರು ತಾಲ್ಲೂಕು, ದಾವಣಗೆರೆ ಜಿಲ್ಲೆ 4) ಅರ್ಜುನ ಬಿನ್ ನಿಂಗಪ್ಪ ವಯಸ್ಸು 34 ವರ್ಷ, ಜಿರಾಯ್ತಿ ಕೆಲಸ, ವಾಸ ಬಿದರಕೆರೆ ಗ್ರಾಮ, ಜಗಳೂರು ತಾಲ್ಲೂಕು, ದಾವಣಗೆರೆ ಜಿಲ್ಲೆ 5) ಪಾರ್ವತಮ್ಮ ತಂದೆ ನಿಂಗಪ್ಪ ವಯಸ್ಸು 32 ವರ್ಷ, ಅವಿವಾಹಿತೆ ವಾಸ ಬಿದರಕೆರೆ ಗ್ರಾಮ, ಜಗಳೂರು ತಾಲ್ಲೂಕು, ದಾವಣಗೆರೆ ಜಿಲ್ಲೆ: [42, 858, 685, 949]
- notice-box: [29, 1608, 748, 2158]
- notice-box: [769, 126, 1488, 658]
- newspaper-name: ಪ್ರಜಾ ನಾಯಕ: [21, 38, 190, 80]
- respondent-block: [782, 325, 1475, 407]
- clerk-block: [439, 2103, 667, 2144]
- advocate-label: ಅರ್ಜಿದಾರರ ಪರ ವಕೀಲರು: [785, 2126, 890, 2140]
- public-notice-label: ಸಾರ್ವಜನಿಕ ನೋಟೀಸ್: [1056, 1180, 1201, 1201]
- respondent-line: ಎದುರುದಾರರು:– ತಹಶೀಲ್ದಾರ್‌ರರು, ತಾಲ್ಲೂಕು ಕಛೇರಿ,: [116, 1810, 661, 1844]
- advocate-block: [45, 548, 166, 584]
- print-registration-dots-right: [1418, 2389, 1485, 2403]
- notice-box: [769, 893, 1488, 1426]
- notice-body: ಮೇಲ್ಕಂಡ ಪ್ರಕರಣವನ್ನು ಅರ್ಜಿದಾರರ ತಂದೆಯ ದೊಡ್ಡಪ್ಪ ಆದ ನಾಗಪ್ಪ ಕೋಂ ಭೀಮಪ್ಪ ಇವರು ದಿನಾಂಕ : 21/01/2005 ರಂದು ಜಗಳೂರು ತಾಲ್ಲೂಕು ಪಾಲನಾಯಕನಕೋಟೆ ಗ್ರಾಮದ ನಮ್ಮ ಮನೆಯಲ್ಲಿ ಸ್ವಾಭಾವಿಕವಾಗಿ ತೀರಿ ಕೊಂಡಿದ್ದರಿಂದ ಸದರಿ ಅಂಶವನ್ನು ಎದುರುದಾರರು ನೊಂದಾಯಿಸಿ ಕೊಂಡು ಮರಣ ಸಮರ್ಥನಾ ಪತ್ರವನ್ನು ನೀಡುವಂತೆ ಕೋರಿ, ಅರ್ಜಿ ಸಲ್ಲಿಸಿರುತ್ತಾರೆ. ಸದರಿ ಅರ್ಜಿದಾರರ ಅರ್ಜಿಯನ್ನು ಮಾನ್ಯ ನ್ಯಾಯಾಲಯವು ನೊಂದಾಯಿಸಿಕೊಂಡು ಪ್ರಕರಣವನ್ನು ದಿನಾಂಕ:– 15/04/ 2026 ರ ಬೆಳಿಗ್ಗೆ 11.00 ಗಂಟೆಗೆ ವಿಚಾರಣೆಗೆ ನಿಗದಿಪಡಿಸಿದ್ದು ಅರ್ಜಿದಾರರ ಅರ್ಜಿಗೆ ಯಾರದರೂ ತಕರಾರು ಇದ್ದಲ್ಲಿ ತಾವಾಗಲೀ, ತಮ್ಮ ಪರ ವಕೀಲರ ಮುಖಾಂತರವಾಗಲೀ, ನಿಗದಿತ ದಿನಾಂಕ ಸಮಯದಂದು ಮೇಲ್ಕಂಡ ನ್ಯಾಯಾಲಯದಲ್ಲಿ ತಮ್ಮ ಆಕ್ಷೇಪಣೆ ಸಲ್ಲಿಸಬಹುದು. ತಪ್ಪಿದ್ದಲ್ಲಿ ಪ್ರಕರಣವನ್ನು ಏಕಪಕ್ಷೀಯವಾಗಿ ತೀರ್ಮಾನಿಸ ಲಾಗುವುದು ತಿಳಿಯಿರಿ.: [42, 1922, 735, 2028]
- applicants-list: 1) ತಿಪ್ಪೇಸ್ವಾಮಿ ಬಿನ್ ಎ.ಕೆ.ದಾಸಪ್ಪ, ವಯಸ್ಸು 65 ವರ್ಷ, ವಾಸ ಬಿದರಕೆರೆ ಗ್ರಾಮ, ಜಗಳೂರು ತಾಲ್ಲೂಕು, ದಾವಣಗೆರೆ ಜಿಲ್ಲೆ 2) ರತ್ನಮ್ಮ ಕೋಂ ತಿಮ್ಮಪ್ಪ ವಯಸ್ಸು 60 ವರ್ಷ, ವಾಸ ಓಬವ್ವನಾಗ್ತಿಹಳ್ಳಿ ಗ್ರಾಮ, ಚಿತ್ರದುರ್ಗ ತಾಲ್ಲೂಕು, ಚಿತ್ರದುರ್ಗ ಜಿಲ್ಲೆ ದಾವಣಗೆರೆ ಜಿಲ್ಲೆ: [42, 172, 632, 206]
- signature-area: [782, 2123, 1475, 2168]
- registration-dot: [1468, 2389, 1481, 2401]
- clerk-court: ಸಿವಿಲ್ ಜಡ್ಜ್ ಮತ್ತು ಜೆ.ಎಂ.ಎಫ್.ಸಿ ನ್ಯಾಯಾಲಯ: [473, 560, 633, 572]
- registration-dot: [1435, 2389, 1447, 2401]
- registration-dot: [21, 2389, 33, 2401]
- registration-dot: [1452, 2389, 1464, 2401]
